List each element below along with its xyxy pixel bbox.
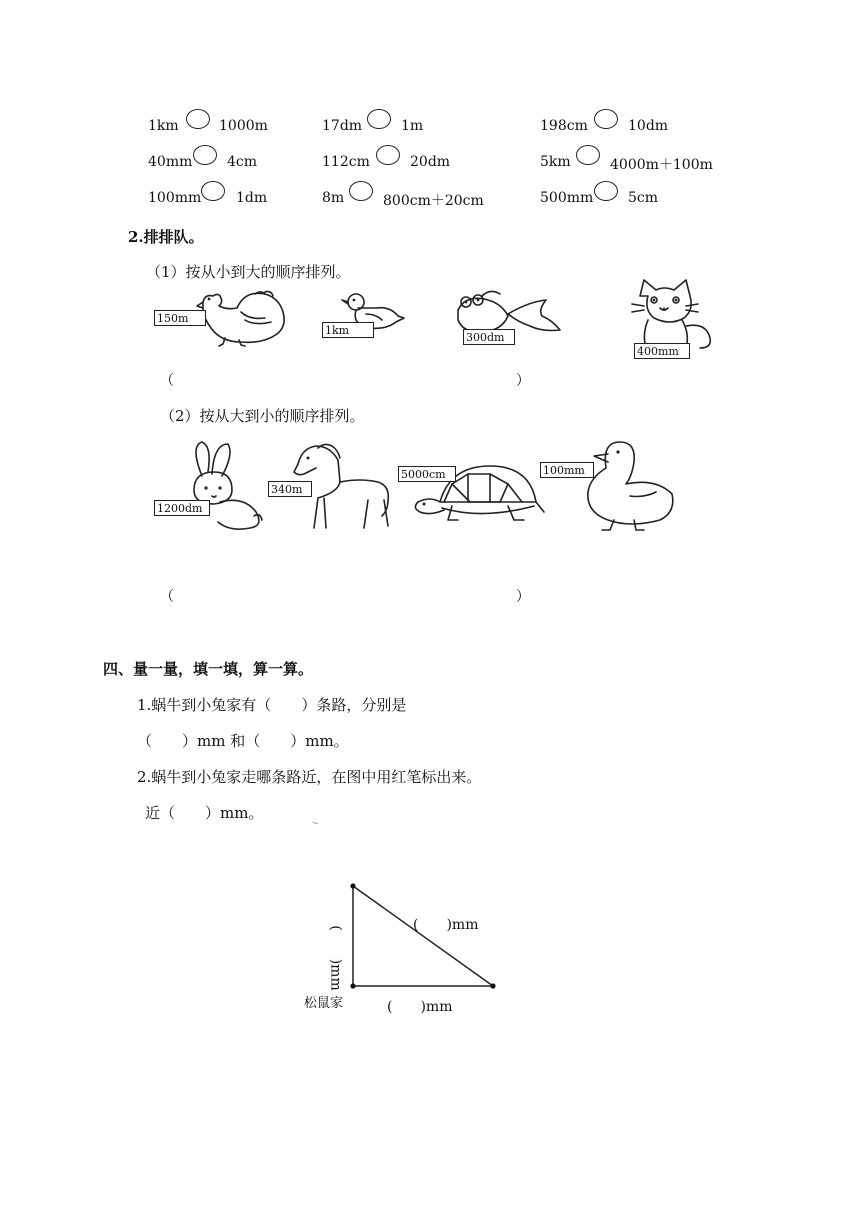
animal-length-label: 1km — [322, 322, 374, 338]
compare-right: 20dm — [410, 154, 451, 170]
compare-left: 100mm — [148, 190, 202, 206]
animal-length-label: 1200dm — [154, 500, 210, 516]
compare-left: 5km — [540, 154, 571, 170]
compare-left: 500mm — [540, 190, 594, 206]
compare-right: 4000m＋100m — [610, 157, 713, 173]
compare-right: 4cm — [227, 154, 258, 170]
compare-left: 1km — [148, 118, 179, 134]
section4-title: 四、量一量，填一填，算一算。 — [103, 660, 314, 678]
sort-part2-instruction: （2）按从大到小的顺序排列。 — [160, 407, 365, 425]
sort-title: 2.排排队。 — [128, 228, 204, 246]
compare-right: 5cm — [628, 190, 659, 206]
compare-left: 40mm — [148, 154, 193, 170]
question-1-line-1: 1.蜗牛到小兔家有（ ）条路，分别是 — [137, 696, 407, 714]
compare-right: 10dm — [628, 118, 669, 134]
animal-length-label: 400mm — [634, 343, 690, 359]
compare-right: 1000m — [219, 118, 268, 134]
sort-part1-instruction: （1）按从小到大的顺序排列。 — [146, 263, 351, 281]
answer-paren-close: ） — [516, 589, 530, 605]
squirrel-home-label: 松鼠家 — [304, 996, 344, 1011]
animal-length-label: 5000cm — [398, 466, 456, 482]
compare-left: 112cm — [322, 154, 370, 170]
question-2-answer: 近（ ）mm。 — [145, 804, 264, 822]
answer-paren-open: （ — [160, 589, 174, 605]
animal-length-label: 150m — [154, 310, 206, 326]
compare-left: 8m — [322, 190, 345, 206]
compare-left: 198cm — [540, 118, 588, 134]
hypotenuse-length-label: ( )mm — [413, 917, 479, 933]
animal-length-label: 340m — [268, 481, 312, 497]
animal-length-label: 100mm — [540, 462, 594, 478]
compare-right: 800cm＋20cm — [383, 193, 484, 209]
compare-left: 17dm — [322, 118, 363, 134]
animal-length-label: 300dm — [463, 329, 515, 345]
answer-paren-open: （ — [160, 373, 174, 389]
answer-paren-close: ） — [516, 373, 530, 389]
bottom-length-label: ( )mm — [387, 999, 453, 1015]
side-length-label: ( )mm — [327, 925, 344, 991]
compare-right: 1m — [401, 118, 424, 134]
question-2: 2.蜗牛到小兔家走哪条路近，在图中用红笔标出来。 — [137, 768, 482, 786]
compare-right: 1dm — [236, 190, 268, 206]
question-1-line-2: （ ）mm 和（ ）mm。 — [137, 732, 349, 750]
